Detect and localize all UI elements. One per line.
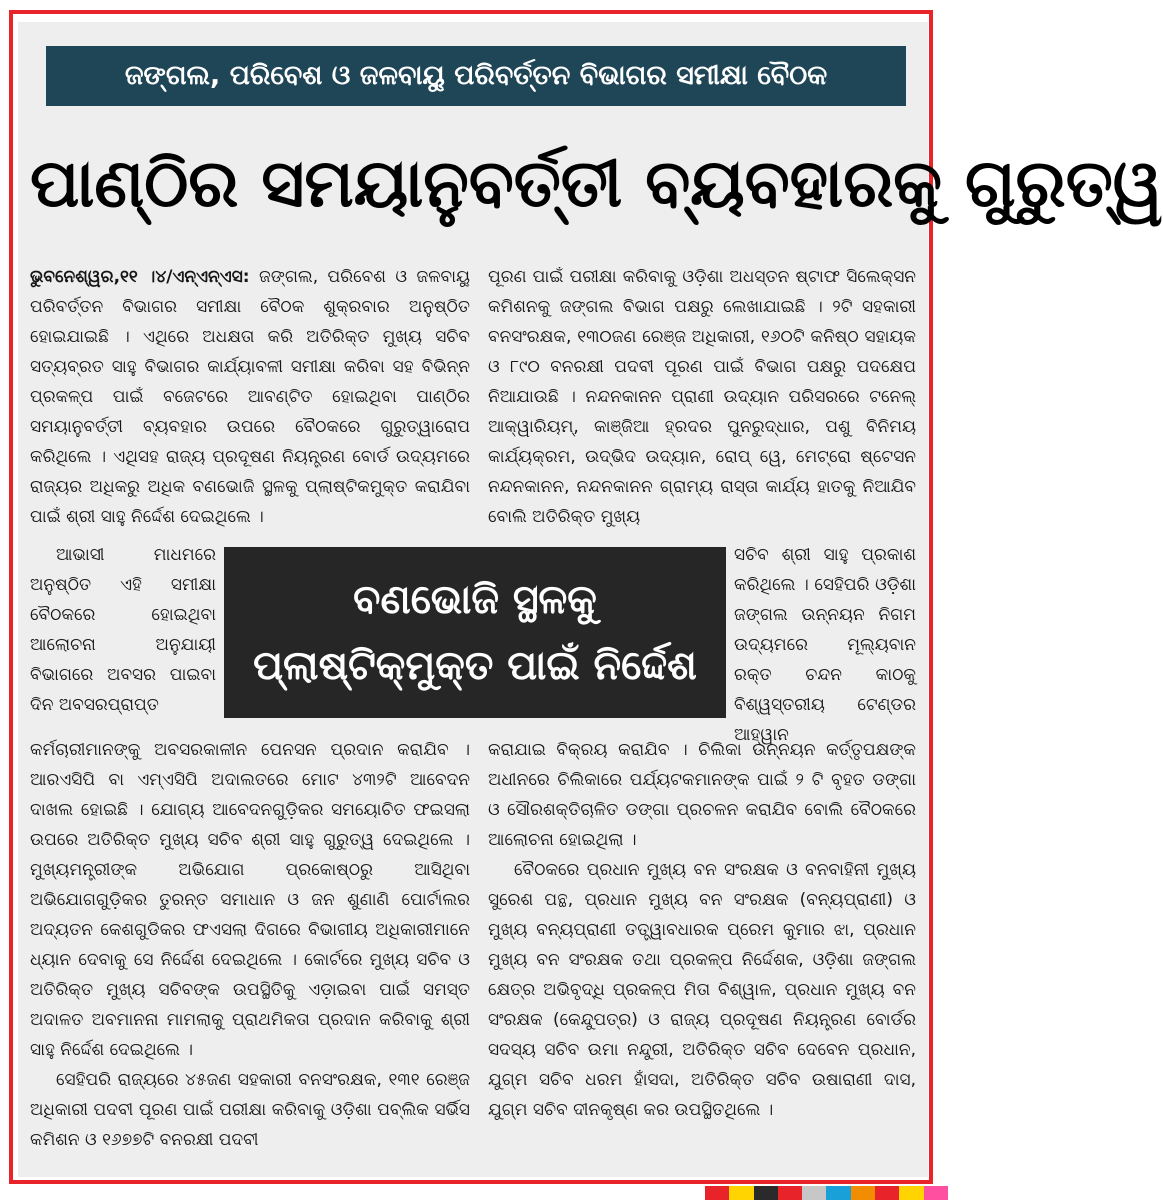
pull-quote-line-1: ବଣଭୋଜି ସ୍ଥଳକୁ (353, 576, 597, 623)
right-column-top (488, 262, 916, 532)
footer-strip-segment (826, 1186, 850, 1200)
left-column-bottom (30, 735, 470, 1165)
left-column-wrap (30, 540, 216, 720)
footer-strip-segment (924, 1186, 948, 1200)
footer-strip-segment (778, 1186, 802, 1200)
footer-strip-segment (729, 1186, 753, 1200)
right-column-wrap (734, 540, 916, 745)
footer-strip-segment (705, 1186, 729, 1200)
body-paragraph: ସେହିପରି ରାଜ୍ୟରେ ୪୫ଜଣ ସହକାରୀ ବନସଂରକ୍ଷକ, ୧୩୧ ରେଞ୍ଜ ଅଧିକାରୀ ପଦବୀ ପୂରଣ ପାଇଁ ପରୀକ୍ଷା କରିବାକୁ ଓଡ଼ିଶା ପବ୍ଲିକ ସର୍ଭିସ କମିଶନ ଓ ୧୬୭୭ଟି ବନରକ୍ଷୀ ପଦବୀ (30, 1070, 470, 1150)
body-paragraph: ବୈଠକରେ ପ୍ରଧାନ ମୁଖ୍ୟ ବନ ସଂରକ୍ଷକ ଓ ବନବାହିନୀ ମୁଖ୍ୟ ସୁରେଶ ପନ୍ଥ, ପ୍ରଧାନ ମୁଖ୍ୟ ବନ ସଂରକ୍ଷକ (ବନ୍ୟପ୍ରାଣୀ) ଓ ମୁଖ୍ୟ ବନ୍ୟପ୍ରାଣୀ ତତ୍ତ୍ୱାବଧାରକ ପ୍ରେମ କୁମାର ଝା, ପ୍ରଧାନ ମୁଖ୍ୟ ବନ ସଂରକ୍ଷକ ତଥା ପ୍ରକଳ୍ପ ନିର୍ଦ୍ଦେଶକ, ଓଡ଼ିଶା ଜଙ୍ଗଲ କ୍ଷେତ୍ର ଅଭିବୃଦ୍ଧି ପ୍ରକଳ୍ପ ମିତା ବିଶ୍ୱାଳ, ପ୍ରଧାନ ମୁଖ୍ୟ ବନ ସଂରକ୍ଷକ (କେନ୍ଦୁପତ୍ର) ଓ ରାଜ୍ୟ ପ୍ରଦୂଷଣ ନିୟନ୍ତ୍ରଣ ବୋର୍ଡର ସଦସ୍ୟ ସଚିବ ଉମା ନନ୍ଦୁରୀ, ଅତିରିକ୍ତ ସଚିବ ଦେବେନ ପ୍ରଧାନ, ଯୁଗ୍ମ ସଚିବ ଧରମ ହାଁସଦା, ଅତିରିକ୍ତ ସଚିବ ଉଷାରାଣୀ ଦାସ, ଯୁଗ୍ମ ସଚିବ ଦୀନକୃଷ୍ଣ କର ଉପସ୍ଥିତଥିଲେ । (488, 860, 916, 1120)
footer-color-strip (705, 1186, 948, 1200)
body-paragraph: ସଚିବ ଶ୍ରୀ ସାହୁ ପ୍ରକାଶ କରିଥିଲେ । ସେହିପରି ଓଡ଼ିଶା ଜଙ୍ଗଲ ଉନ୍ନୟନ ନିଗମ ଉଦ୍ୟମରେ ମୂଲ୍ୟବାନ ରକ୍ତ ଚନ୍ଦନ କାଠକୁ ବିଶ୍ୱସ୍ତରୀୟ ଟେଣ୍ଡର ଆହ୍ୱାନ (734, 545, 916, 745)
footer-strip-segment (899, 1186, 923, 1200)
body-paragraph: ପୂରଣ ପାଇଁ ପରୀକ୍ଷା କରିବାକୁ ଓଡ଼ିଶା ଅଧସ୍ତନ ଷ୍ଟାଫ ସିଲେକ୍ସନ କମିଶନକୁ ଜଙ୍ଗଲ ବିଭାଗ ପକ୍ଷରୁ ଲେଖାଯାଇଛି । ୨ଟି ସହକାରୀ ବନସଂରକ୍ଷକ, ୧୩୦ଜଣ ରେଞ୍ଜ ଅଧିକାରୀ, ୧୬୦ଟି କନିଷ୍ଠ ସହାୟକ ଓ ୮୯୦ ବନରକ୍ଷୀ ପଦବୀ ପୂରଣ ପାଇଁ ବିଭାଗ ପକ୍ଷରୁ ପଦକ୍ଷେପ ନିଆଯାଉଛି । ନନ୍ଦନକାନନ ପ୍ରାଣୀ ଉଦ୍ୟାନ ପରିସରରେ ଟନେଲ୍ ଆକ୍ୱାରିୟମ୍, କାଞ୍ଜିଆ ହ୍ରଦର ପୁନରୁଦ୍ଧାର, ପଶୁ ବିନିମୟ କାର୍ଯ୍ୟକ୍ରମ, ଉଦ୍ଭିଦ ଉଦ୍ୟାନ, ରୋପ୍ ୱେ, ମେଟ୍ରୋ ଷ୍ଟେସନ ନନ୍ଦନକାନନ, ନନ୍ଦନକାନନ ଗ୍ରାମ୍ୟ ରାସ୍ତା କାର୍ଯ୍ୟ ହାତକୁ ନିଆଯିବ ବୋଲି ଅତିରିକ୍ତ ମୁଖ୍ୟ (488, 267, 916, 527)
pull-quote-line-2: ପ୍ଲାଷ୍ଟିକ୍ମୁକ୍ତ ପାଇଁ ନିର୍ଦ୍ଦେଶ (253, 642, 697, 689)
body-paragraph: କରାଯାଇ ବିକ୍ରୟ କରାଯିବ । ଚିଲିକା ଉନ୍ନୟନ କର୍ତ୍ତୃପକ୍ଷଙ୍କ ଅଧୀନରେ ଚିଲିକାରେ ପର୍ଯ୍ୟଟକମାନଙ୍କ ପାଇଁ ୨ ଟି ବୃହତ ଡଙ୍ଗା ଓ ସୌରଶକ୍ତିଚାଳିତ ଡଙ୍ଗା ପ୍ରଚଳନ କରାଯିବ ବୋଲି ବୈଠକରେ ଆଲୋଚନା ହୋଇଥିଲା । (488, 740, 916, 850)
pull-quote-box (224, 547, 726, 718)
footer-strip-segment (851, 1186, 875, 1200)
headline: ପାଣ୍ଠିର ସମୟାନୁବର୍ତ୍ତୀ ବ୍ୟବହାରକୁ ଗୁରୁତ୍ୱ (30, 145, 1163, 222)
right-column-bottom (488, 735, 916, 1165)
body-paragraph: କର୍ମଚାରୀମାନଙ୍କୁ ଅବସରକାଳୀନ ପେନସନ ପ୍ରଦାନ କରାଯିବ । ଆରଏସିପି ବା ଏମ୍ଏସିପି ଅଦାଲତରେ ମୋଟ ୪୩୨ଟି ଆବେଦନ ଦାଖଲ ହୋଇଛି । ଯୋଗ୍ୟ ଆବେଦନଗୁଡ଼ିକର ସମୟୋଚିତ ଫଇସଲା ଉପରେ ଅତିରିକ୍ତ ମୁଖ୍ୟ ସଚିବ ଶ୍ରୀ ସାହୁ ଗୁରୁତ୍ୱ ଦେଇଥିଲେ । ମୁଖ୍ୟମନ୍ତ୍ରୀଙ୍କ ଅଭିଯୋଗ ପ୍ରକୋଷ୍ଠରୁ ଆସିଥିବା ଅଭିଯୋଗଗୁଡ଼ିକର ତୁରନ୍ତ ସମାଧାନ ଓ ଜନ ଶୁଣାଣି ପୋର୍ଟାଲର ଅଦ୍ୟତନ କେଶଗୁଡିକର ଫଏସଲା ଦିଗରେ ବିଭାଗୀୟ ଅଧିକାରୀମାନେ ଧ୍ୟାନ ଦେବାକୁ ସେ ନିର୍ଦ୍ଦେଶ ଦେଇଥିଲେ । କୋର୍ଟରେ ମୁଖ୍ୟ ସଚିବ ଓ ଅତିରିକ୍ତ ମୁଖ୍ୟ ସଚିବଙ୍କ ଉପସ୍ଥିତିକୁ ଏଡ଼ାଇବା ପାଇଁ ସମସ୍ତ ଅଦାଳତ ଅବମାନନା ମାମଲାକୁ ପ୍ରାଥମିକତା ପ୍ରଦାନ କରିବାକୁ ଶ୍ରୀ ସାହୁ ନିର୍ଦ୍ଦେଶ ଦେଇଥିଲେ । (30, 740, 470, 1060)
footer-strip-segment (875, 1186, 899, 1200)
footer-strip-segment (754, 1186, 778, 1200)
footer-strip-segment (802, 1186, 826, 1200)
kicker-banner: ଜଙ୍ଗଲ, ପରିବେଶ ଓ ଜଳବାୟୁ ପରିବର୍ତ୍ତନ ବିଭାଗର ସମୀକ୍ଷା ବୈଠକ (46, 46, 906, 106)
body-paragraph: ଆଭାସୀ ମାଧମରେ ଅନୁଷ୍ଠିତ ଏହି ସମୀକ୍ଷା ବୈଠକରେ ହୋଇଥିବା ଆଲୋଚନା ଅନୁଯାୟୀ ବିଭାଗରେ ଅବସର ପାଇବା ଦିନ ଅବସରପ୍ରାପ୍ତ (30, 545, 216, 715)
dateline: ଭୁବନେଶ୍ୱର,୧୧ ।୪/ଏନ୍ଏନ୍ଏସ: (30, 267, 250, 287)
body-paragraph: ଜଙ୍ଗଲ, ପରିବେଶ ଓ ଜଳବାୟୁ ପରିବର୍ତ୍ତନ ବିଭାଗର ସମୀକ୍ଷା ବୈଠକ ଶୁକ୍ରବାର ଅନୁଷ୍ଠିତ ହୋଇଯାଇଛି । ଏଥିରେ ଅଧକ୍ଷତା କରି ଅତିରିକ୍ତ ମୁଖ୍ୟ ସଚିବ ସତ୍ୟବ୍ରତ ସାହୁ ବିଭାଗର କାର୍ଯ୍ୟାବଳୀ ସମୀକ୍ଷା କରିବା ସହ ବିଭିନ୍ନ ପ୍ରକଳ୍ପ ପାଇଁ ବଜେଟରେ ଆବଣ୍ଟିତ ହୋଇଥିବା ପାଣ୍ଠିର ସମୟାନୁବର୍ତ୍ତୀ ବ୍ୟବହାର ଉପରେ ବୈଠକରେ ଗୁରୁତ୍ୱାରୋପ କରିଥିଲେ । ଏଥିସହ ରାଜ୍ୟ ପ୍ରଦୂଷଣ ନିୟନ୍ତ୍ରଣ ବୋର୍ଡ ଉଦ୍ୟମରେ ରାଜ୍ୟର ଅଧିକରୁ ଅଧିକ ବଣଭୋଜି ସ୍ଥଳକୁ ପ୍ଲାଷ୍ଟିକମୁକ୍ତ କରାଯିବା ପାଇଁ ଶ୍ରୀ ସାହୁ ନିର୍ଦ୍ଦେଶ ଦେଇଥିଲେ । (30, 267, 470, 527)
left-column-top (30, 262, 470, 532)
